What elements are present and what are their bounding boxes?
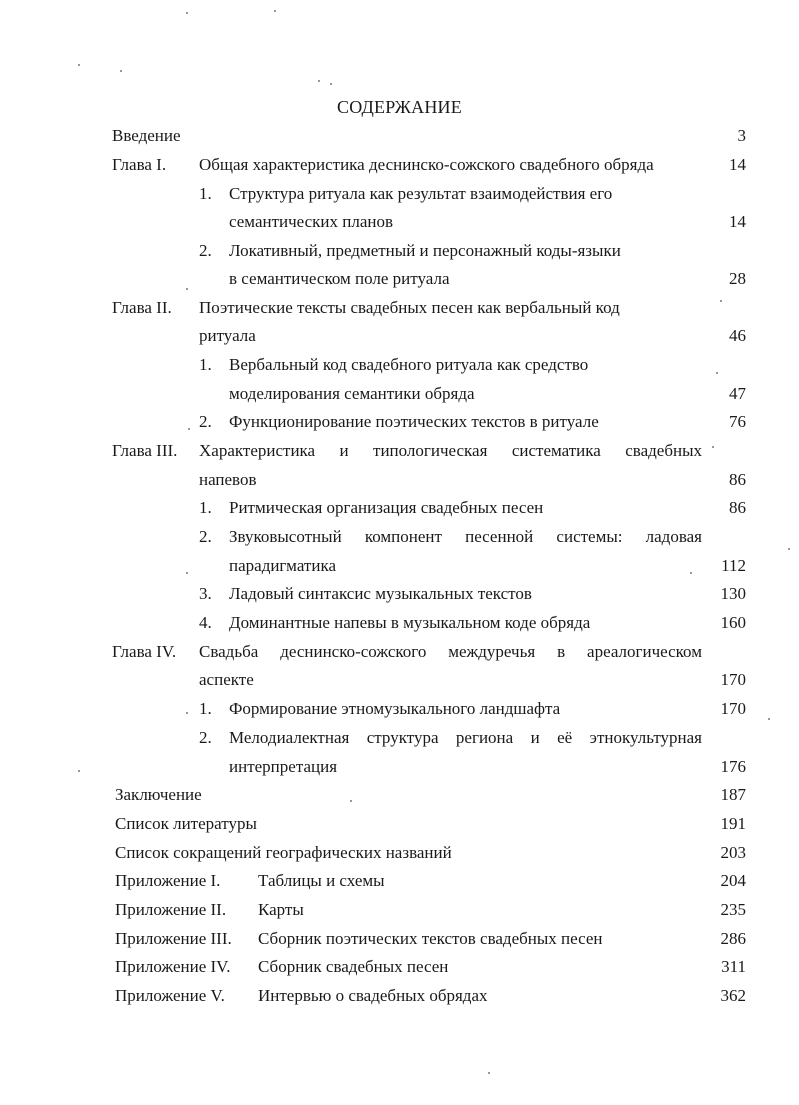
page-number: 235	[720, 900, 746, 919]
appendix-label: Приложение V.	[115, 986, 225, 1005]
section-title-line2: интерпретация	[229, 757, 338, 776]
entry-label: Список сокращений географических названий	[115, 843, 452, 862]
scan-speck	[186, 572, 188, 574]
page-number: 47	[729, 384, 746, 403]
section-title-line2: моделирования семантики обряда	[229, 384, 475, 403]
chapter-title: Общая характеристика деснинско-сожского свадебного обряда	[199, 155, 654, 174]
section-title: Ритмическая организация свадебных песен	[229, 498, 544, 517]
section-title-line2: в семантическом поле ритуала	[229, 269, 450, 288]
scan-speck	[488, 1072, 490, 1074]
scan-speck	[186, 288, 188, 290]
scan-speck	[690, 572, 692, 574]
appendix-title: Карты	[258, 900, 304, 919]
scan-speck	[186, 712, 188, 714]
section-title: Функционирование поэтических текстов в ритуале	[229, 412, 599, 431]
section-number: 2.	[199, 412, 212, 431]
scan-speck	[318, 80, 320, 82]
section-title-line1: Звуковысотный компонент песенной системы: ладовая	[229, 527, 702, 546]
chapter-label: Глава I.	[112, 155, 167, 174]
section-title-line1: Вербальный код свадебного ритуала как средство	[229, 355, 589, 374]
chapter-title-line2: аспекте	[199, 670, 254, 689]
section-number: 4.	[199, 613, 212, 632]
scan-speck	[186, 12, 188, 14]
section-number: 2.	[199, 241, 212, 260]
section-number: 3.	[199, 584, 212, 603]
appendix-title: Интервью о свадебных обрядах	[258, 986, 488, 1005]
chapter-title-line2: напевов	[199, 470, 257, 489]
entry-label: Заключение	[115, 785, 202, 804]
scan-speck	[716, 372, 718, 374]
chapter-title-line1: Характеристика и типологическая систематика свадебных	[199, 441, 702, 460]
section-number: 1.	[199, 184, 212, 203]
page-number: 176	[720, 757, 746, 776]
scan-speck	[330, 83, 332, 85]
scan-speck	[188, 428, 190, 430]
page-number: 14	[729, 155, 746, 174]
section-title: Доминантные напевы в музыкальном коде обряда	[229, 613, 591, 632]
appendix-label: Приложение IV.	[115, 957, 231, 976]
section-number: 2.	[199, 728, 212, 747]
appendix-label: Приложение III.	[115, 929, 232, 948]
section-title-line1: Мелодиалектная структура региона и её этнокультурная	[229, 728, 702, 747]
chapter-title-line2: ритуала	[199, 326, 256, 345]
page-number: 112	[721, 556, 746, 575]
section-number: 1.	[199, 498, 212, 517]
chapter-label: Глава IV.	[112, 642, 177, 661]
chapter-label: Глава III.	[112, 441, 178, 460]
appendix-label: Приложение I.	[115, 871, 221, 890]
appendix-label: Приложение II.	[115, 900, 227, 919]
page-number: 362	[720, 986, 746, 1005]
page-number: 311	[721, 957, 746, 976]
page-number: 203	[720, 843, 746, 862]
page-number: 76	[729, 412, 746, 431]
appendix-title: Сборник свадебных песен	[258, 957, 449, 976]
scan-speck	[78, 64, 80, 66]
scan-speck	[78, 770, 80, 772]
page-number: 170	[720, 699, 746, 718]
section-title-line2: семантических планов	[229, 212, 394, 231]
page-number: 86	[729, 470, 746, 489]
page-number: 28	[729, 269, 746, 288]
scan-speck	[768, 718, 770, 720]
scan-speck	[120, 70, 122, 72]
appendix-title: Сборник поэтических текстов свадебных песен	[258, 929, 603, 948]
page-title: СОДЕРЖАНИЕ	[337, 97, 462, 117]
scan-speck	[720, 300, 722, 302]
section-number: 1.	[199, 355, 212, 374]
page-number: 286	[720, 929, 746, 948]
scan-speck	[712, 446, 714, 448]
entry-label: Введение	[112, 126, 181, 145]
page-number: 14	[729, 212, 746, 231]
page-number: 3	[737, 126, 746, 145]
section-title-line1: Локативный, предметный и персонажный коды-языки	[229, 241, 621, 260]
chapter-title-line1: Поэтические тексты свадебных песен как вербальный код	[199, 298, 620, 317]
page-number: 191	[720, 814, 746, 833]
section-title: Формирование этномузыкального ландшафта	[229, 699, 561, 718]
scan-speck	[274, 10, 276, 12]
page-number: 170	[720, 670, 746, 689]
entry-label: Список литературы	[115, 814, 257, 833]
scan-speck	[788, 548, 790, 550]
chapter-title-line1: Свадьба деснинско-сожского междуречья в ареалогическом	[199, 642, 702, 661]
page-number: 187	[720, 785, 746, 804]
scan-speck	[350, 800, 352, 802]
appendix-title: Таблицы и схемы	[258, 871, 385, 890]
page-number: 160	[720, 613, 746, 632]
section-title: Ладовый синтаксис музыкальных текстов	[229, 584, 532, 603]
page-number: 204	[720, 871, 746, 890]
chapter-label: Глава II.	[112, 298, 172, 317]
section-number: 2.	[199, 527, 212, 546]
page-number: 46	[729, 326, 746, 345]
section-title-line2: парадигматика	[229, 556, 337, 575]
page-number: 130	[720, 584, 746, 603]
page-number: 86	[729, 498, 746, 517]
section-number: 1.	[199, 699, 212, 718]
section-title-line1: Структура ритуала как результат взаимодействия его	[229, 184, 613, 203]
